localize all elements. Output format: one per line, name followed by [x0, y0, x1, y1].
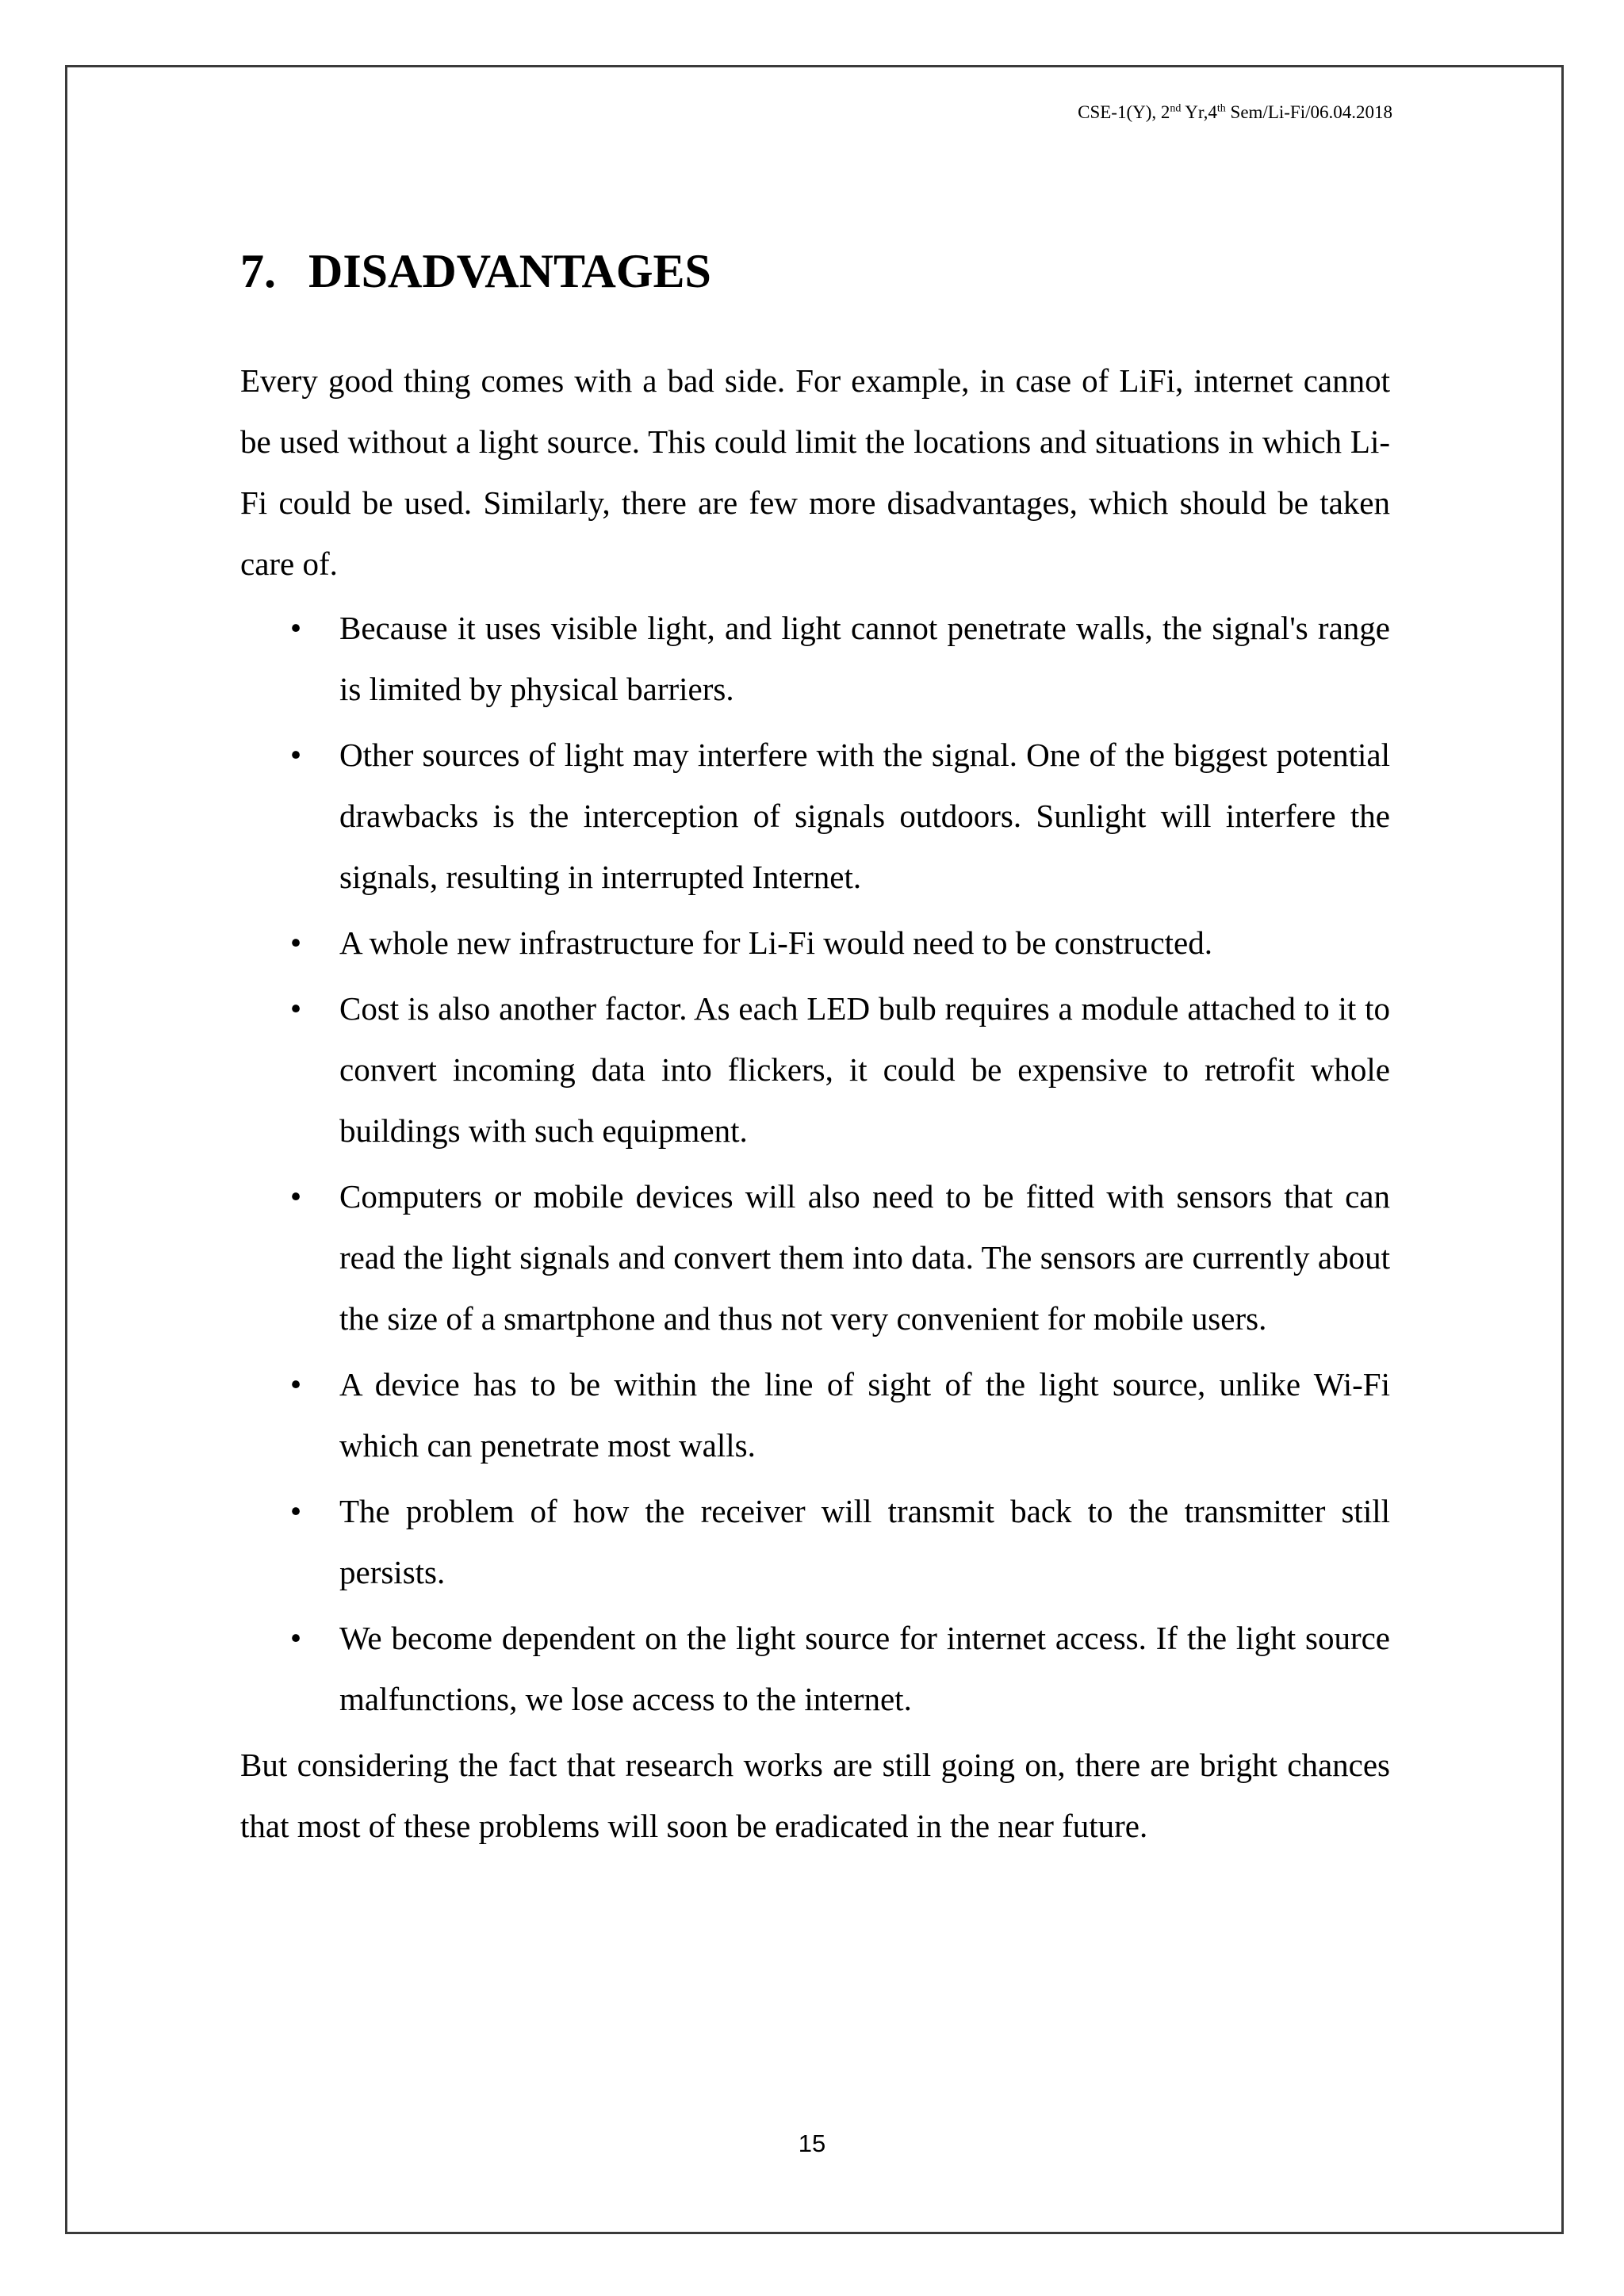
list-item-text: Cost is also another factor. As each LED bulb requires a module attached to it to convert incoming data into flickers, it could be expensive to retrofit whole buildings with such equipment.	[339, 990, 1390, 1149]
list-item-text: A device has to be within the line of sight of the light source, unlike Wi-Fi which can penetrate most walls.	[339, 1366, 1390, 1464]
list-item-text: The problem of how the receiver will transmit back to the transmitter still persists.	[339, 1493, 1390, 1590]
header-reference	[1078, 101, 1392, 124]
page-number: 15	[798, 2130, 826, 2157]
header-ref-mid: Yr,4	[1181, 102, 1217, 122]
section-title	[240, 239, 711, 303]
bullet-icon: •	[289, 610, 302, 646]
list-item	[289, 1354, 1390, 1476]
list-item-text: A whole new infrastructure for Li-Fi would need to be constructed.	[339, 924, 1212, 961]
bullet-icon: •	[289, 924, 302, 961]
list-item	[289, 978, 1390, 1161]
list-item	[289, 725, 1390, 908]
conclusion-paragraph: But considering the fact that research works are still going on, there are bright chances that most of these problems will soon be eradicated in the near future.	[240, 1747, 1390, 1844]
section-number: 7.	[240, 245, 276, 297]
header-ref-suffix: Sem/Li-Fi/06.04.2018	[1225, 102, 1392, 122]
intro-paragraph: Every good thing comes with a bad side. For example, in case of LiFi, internet cannot be used without a light source. This could limit the locations and situations in which Li-Fi could be used. Similarly, there are few more disadvantages, which should be taken care of.	[240, 362, 1390, 582]
bullet-icon: •	[289, 737, 302, 773]
list-item	[289, 1608, 1390, 1730]
list-item	[289, 598, 1390, 720]
header-ref-prefix: CSE-1(Y), 2	[1078, 102, 1170, 122]
section-heading: DISADVANTAGES	[308, 245, 711, 297]
body-content	[240, 350, 1390, 1857]
list-item-text: We become dependent on the light source for internet access. If the light source malfunctions, we lose access to the internet.	[339, 1620, 1390, 1717]
list-item	[289, 1481, 1390, 1603]
header-ref-sup-nd: nd	[1170, 102, 1182, 115]
bullet-icon: •	[289, 1493, 302, 1529]
bullet-icon: •	[289, 1620, 302, 1656]
list-item-text: Computers or mobile devices will also need to be fitted with sensors that can read the light signals and convert them into data. The sensors are currently about the size of a smartphone and thus not very convenient for mobile users.	[339, 1178, 1390, 1337]
disadvantages-list	[240, 598, 1390, 1730]
list-item	[289, 913, 1390, 974]
bullet-icon: •	[289, 1178, 302, 1215]
bullet-icon: •	[289, 1366, 302, 1402]
list-item-text: Because it uses visible light, and light cannot penetrate walls, the signal's range is limited by physical barriers.	[339, 610, 1390, 707]
list-item	[289, 1166, 1390, 1349]
bullet-icon: •	[289, 990, 302, 1027]
header-ref-sup-th: th	[1216, 102, 1226, 115]
list-item-text: Other sources of light may interfere with the signal. One of the biggest potential drawbacks is the interception of signals outdoors. Sunlight will interfere the signals, resulting in interrupted Internet.	[339, 737, 1390, 895]
